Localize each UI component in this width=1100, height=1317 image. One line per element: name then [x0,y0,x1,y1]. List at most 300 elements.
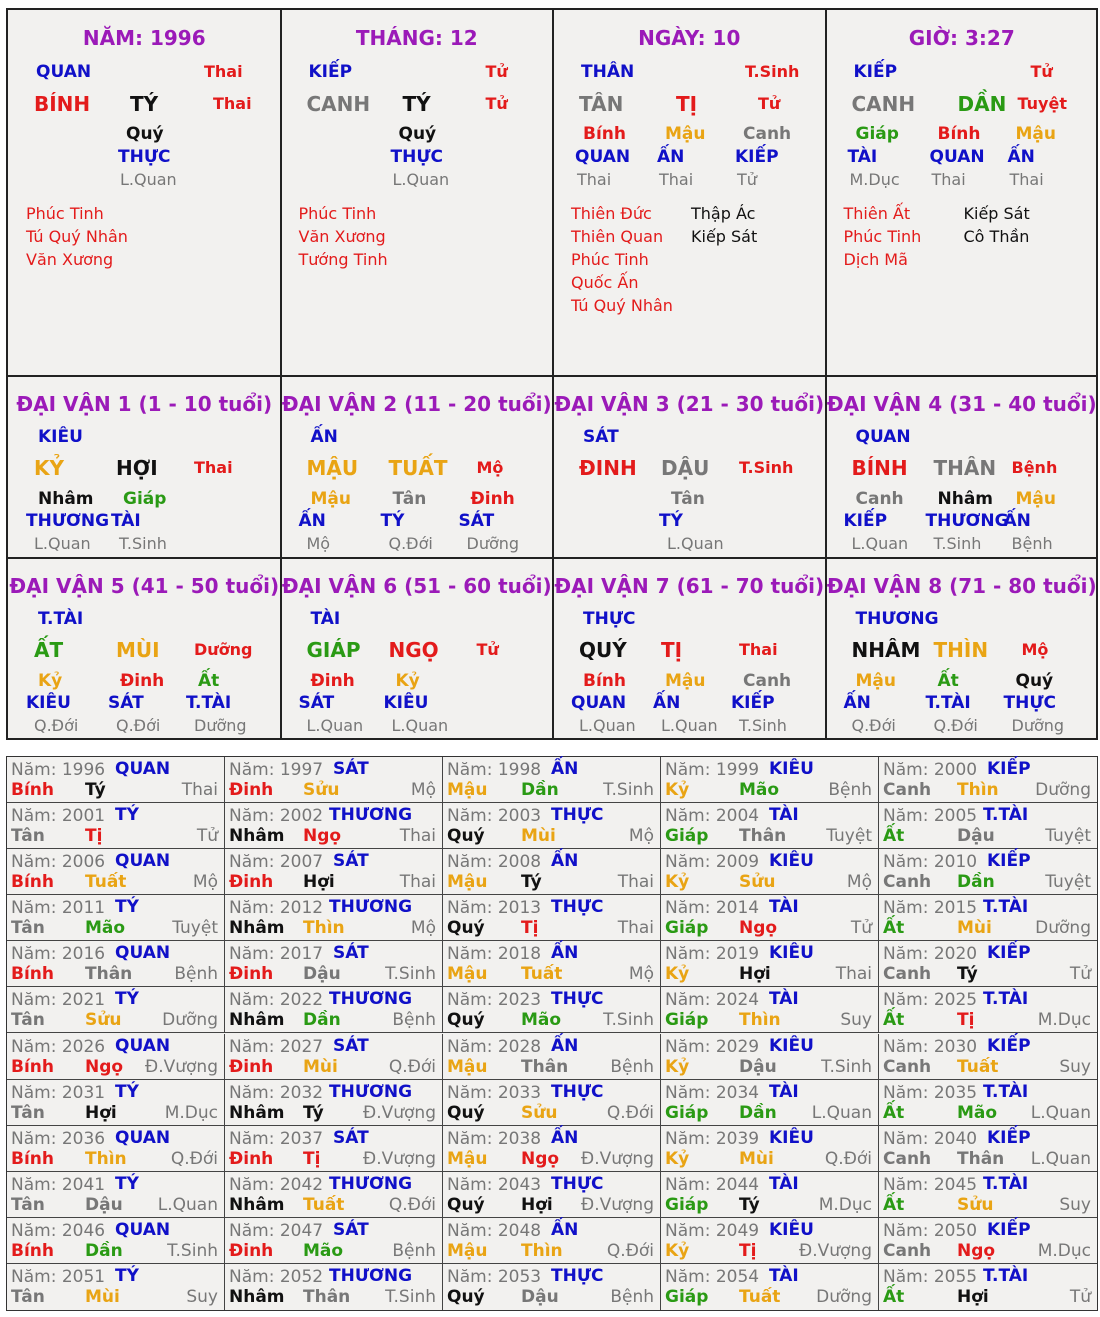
year-stem: Đinh [229,780,274,800]
year-cell [661,1264,879,1310]
stage-label: Thai [739,640,778,659]
year-stem: Tân [11,1194,45,1215]
hidden-ten-god: ẤN [1003,511,1031,531]
year-ten-god: T.TÀI [983,897,1029,918]
year-branch: Tị [303,1148,321,1169]
year-branch: Ngọ [303,826,342,847]
hidden-ten-god: KIÊU [26,693,71,713]
hidden-stem: Bính [583,124,626,144]
year-stage: Tử [196,826,218,847]
year-stem: Đinh [229,1148,274,1169]
hidden-stem: Kỷ [38,671,63,691]
year-ten-god: TÀI [769,1265,799,1286]
year-label: Năm: 2034 [665,1082,760,1103]
year-ten-god: THƯƠNG [329,989,413,1010]
stage-label: Thai [194,458,233,477]
dai-van-header: ĐẠI VẬN 7 (61 - 70 tuổi) [554,574,825,598]
year-branch: Tuất [303,1194,345,1215]
year-branch: Tý [739,1194,760,1215]
year-ten-god: T.TÀI [983,805,1029,826]
year-branch: Tý [85,780,106,800]
year-ten-god: TÀI [769,989,799,1010]
year-label: Năm: 2029 [665,1036,760,1057]
year-label: Năm: 2045 [883,1174,978,1195]
pillar-header: NĂM: 1996 [82,26,206,50]
year-stage: M.Dục [1037,1010,1091,1031]
stage-label: Tuyệt [1017,94,1067,113]
stage-label: Thai [213,94,252,113]
year-cell [225,1080,443,1126]
year-branch: Mão [521,1010,562,1031]
year-stem: Mậu [447,1148,488,1169]
year-stage: Đ.Vượng [145,1056,218,1077]
hidden-stem: Giáp [123,489,167,509]
year-cell [443,1264,661,1310]
year-label: Năm: 2007 [229,852,324,873]
hidden-stem: Mậu [665,671,706,691]
hidden-stem: Bính [583,671,626,691]
year-stage: Thai [181,780,218,800]
year-label: Năm: 2051 [11,1266,106,1287]
dai-van-header: ĐẠI VẬN 3 (21 - 30 tuổi) [554,392,825,416]
year-label: Năm: 2052 [229,1266,324,1287]
year-ten-god: ẤN [551,943,579,964]
year-ten-god: KIÊU [769,1035,814,1056]
hidden-ten-god: THƯƠNG [26,511,110,531]
year-label: Năm: 2017 [229,944,324,965]
year-stem: Đinh [229,1240,274,1261]
year-stem: Mậu [447,964,488,985]
heavenly-stem: BÍNH [34,92,91,116]
ten-god-label: KIẾP [308,62,353,82]
hidden-stem: Tân [392,489,427,509]
year-ten-god: T.TÀI [983,1173,1029,1194]
year-stage: Thai [617,872,654,893]
year-ten-god: SÁT [333,1219,369,1240]
year-branch: Tý [521,872,542,893]
hidden-stem: Tân [671,489,705,509]
star-item: Phúc Tinh [298,204,377,223]
dai-van-cell [553,558,826,740]
year-cell [225,803,443,849]
hidden-stem: Đinh [470,489,515,509]
year-stage: Tử [1069,964,1091,985]
year-ten-god: TÝ [115,897,139,918]
year-ten-god: KIÊU [769,943,814,964]
star-item: Quốc Ấn [571,273,639,292]
hidden-stage: L.Quan [661,716,718,735]
star-item: Phúc Tinh [843,227,922,246]
year-label: Năm: 2036 [11,1128,106,1149]
year-ten-god: THỰC [551,1081,604,1102]
ten-god-label: THỰC [583,609,636,629]
year-stem: Giáp [665,1286,709,1307]
hidden-stage: L.Quan [851,534,909,553]
year-ten-god: T.TÀI [983,1265,1029,1286]
stage-label: Tử [485,94,508,113]
hidden-stage: Dưỡng [194,716,247,735]
dai-van-cell [281,376,554,558]
year-cell [7,849,225,895]
year-stem: Ất [883,1102,905,1123]
year-branch: Dậu [303,964,341,985]
year-cell [225,941,443,987]
year-cell [7,803,225,849]
year-cell [225,849,443,895]
year-ten-god: QUAN [115,1127,171,1148]
year-branch: Mùi [739,1148,774,1169]
year-label: Năm: 2026 [11,1036,106,1057]
year-ten-god: KIẾP [987,759,1031,779]
year-stem: Mậu [447,780,488,800]
hidden-ten-god: TÝ [380,511,405,531]
year-stem: Ất [883,1194,905,1215]
ten-god-label: THƯƠNG [855,609,939,629]
year-stage: Suy [1059,1194,1091,1215]
heavenly-stem: ẤT [34,638,64,662]
year-stage: Dưỡng [162,1010,218,1031]
hidden-ten-god: THƯƠNG [925,511,1009,531]
year-label: Năm: 2009 [665,852,760,873]
pillar-cell [281,10,554,376]
year-ten-god: TÀI [769,1173,799,1194]
year-branch: Sửu [303,780,340,800]
year-label: Năm: 2018 [447,944,542,965]
year-stem: Tân [11,1286,45,1307]
year-label: Năm: 2025 [883,990,978,1011]
hidden-stage: T.Sinh [933,534,982,553]
year-stage: Suy [1059,1056,1091,1077]
year-branch: Tị [85,826,103,847]
dai-van-cell [826,376,1099,558]
year-stem: Canh [883,872,932,893]
star-item: Tướng Tinh [298,250,388,269]
year-stem: Bính [11,1240,54,1261]
year-stage: L.Quan [157,1194,218,1215]
year-stage: Q.Đới [824,1148,872,1169]
year-branch: Tuất [521,964,563,985]
dai-van-header: ĐẠI VẬN 8 (71 - 80 tuổi) [826,574,1097,598]
year-label: Năm: 2019 [665,944,760,965]
year-ten-god: THƯƠNG [329,805,413,826]
heavenly-stem: TÂN [579,92,624,116]
year-stem: Bính [11,872,54,893]
year-stage: Bệnh [392,1010,436,1031]
hidden-stage: Q.Đới [116,716,161,735]
year-label: Năm: 2024 [665,990,760,1011]
year-stem: Giáp [665,918,709,939]
hidden-stage: Dưỡng [466,534,520,553]
year-cell [661,1218,879,1264]
year-stage: Đ.Vượng [363,1102,436,1123]
year-ten-god: QUAN [115,943,171,964]
hidden-stage: L.Quan [391,716,449,735]
year-stem: Ất [883,826,905,847]
stage-label: Tử [758,94,781,113]
year-stem: Giáp [665,1102,709,1123]
hidden-stage: M.Dục [849,170,900,189]
year-ten-god: KIẾP [987,1035,1031,1056]
year-stem: Tân [11,918,45,939]
heavenly-stem: MẬU [306,456,359,480]
year-label: Năm: 2011 [11,898,106,919]
year-stage: Bệnh [174,964,218,985]
year-stem: Bính [11,964,54,985]
year-cell [661,987,879,1033]
year-branch: Ngọ [957,1240,996,1261]
pillar-cell [826,10,1099,376]
year-cell [443,803,661,849]
year-ten-god: T.TÀI [983,1081,1029,1102]
year-cell [661,849,879,895]
year-stem: Canh [883,1148,932,1169]
year-stem: Đinh [229,1056,274,1077]
year-ten-god: SÁT [333,759,369,779]
star-item: Văn Xương [298,227,386,246]
earthly-branch: TÝ [130,92,159,116]
year-stage: Thai [399,826,436,847]
year-branch: Sửu [521,1102,558,1123]
hidden-stem: Quý [126,124,164,144]
hidden-stem: Nhâm [38,489,94,509]
year-stem: Giáp [665,1194,709,1215]
hidden-stage: Thai [1009,170,1044,189]
year-branch: Ngọ [521,1148,560,1169]
ten-god-label: KIẾP [853,62,898,82]
year-ten-god: KIẾP [987,851,1031,872]
year-branch: Thìn [957,780,999,800]
year-branch: Tị [521,918,539,939]
hidden-stem: Bính [937,124,981,144]
hidden-stage: Mộ [306,534,331,553]
earthly-branch: DẬU [661,456,710,480]
stage-label: Tử [476,640,499,659]
year-cell [225,1172,443,1218]
year-cell [7,1126,225,1172]
hidden-stem: Mậu [1015,489,1056,509]
hidden-stem: Kỷ [395,671,420,691]
year-ten-god: THỰC [551,897,604,918]
earthly-branch: TÝ [402,92,431,116]
year-stem: Canh [883,1056,932,1077]
year-label: Năm: 2049 [665,1220,760,1241]
hidden-stem: Nhâm [937,489,994,509]
year-cell [443,1080,661,1126]
year-cell [225,1126,443,1172]
hidden-ten-god: KIẾP [735,147,779,167]
year-stem: Canh [883,964,932,985]
year-stem: Bính [11,780,54,800]
hidden-stem: Đinh [310,671,355,691]
year-branch: Mão [303,1240,344,1261]
year-ten-god: QUAN [115,1035,171,1056]
year-stem: Tân [11,1102,45,1123]
year-cell [7,1264,225,1310]
hidden-stage: Tử [737,170,757,189]
year-ten-god: QUAN [115,759,171,779]
stage-label: Dưỡng [194,640,253,659]
hidden-ten-god: KIẾP [731,693,775,713]
year-branch: Thìn [739,1010,781,1031]
hidden-ten-god: THỰC [118,147,171,167]
year-stem: Nhâm [229,826,285,847]
star-item: Văn Xương [26,250,114,269]
hidden-ten-god: ẤN [657,147,685,167]
year-cell [661,757,879,803]
year-label: Năm: 2053 [447,1266,542,1287]
year-branch: Mão [739,780,780,800]
hidden-stem: Canh [743,124,792,144]
year-branch: Mùi [85,1286,120,1307]
year-ten-god: KIÊU [769,851,814,872]
year-stem: Nhâm [229,1010,285,1031]
dai-van-cell [8,376,281,558]
year-ten-god: ẤN [551,1035,579,1056]
earthly-branch: TUẤT [388,456,448,480]
pillar-header: NGÀY: 10 [638,26,741,50]
star-item: Thập Ác [691,204,756,223]
hidden-stage: Thai [659,170,694,189]
year-cell [443,1034,661,1080]
year-cell [443,1172,661,1218]
year-cell [661,1172,879,1218]
stage-label: Mộ [1021,640,1049,659]
year-branch: Thân [85,964,133,985]
year-cell [7,987,225,1033]
pillar-cell [553,10,826,376]
earthly-branch: NGỌ [388,638,439,662]
year-ten-god: T.TÀI [983,989,1029,1010]
stage-label: Mộ [476,458,504,477]
hidden-stem: Quý [1015,671,1054,691]
year-stem: Kỷ [665,1148,690,1169]
year-stem: Quý [447,826,485,847]
hidden-stem: Mậu [1015,124,1056,144]
year-cell [443,895,661,941]
year-label: Năm: 2035 [883,1082,978,1103]
year-stem: Nhâm [229,1286,285,1307]
year-ten-god: THỰC [551,1265,604,1286]
earthly-branch: DẦN [957,92,1007,116]
hidden-ten-god: KIẾP [843,511,888,531]
year-branch: Dậu [739,1056,777,1077]
year-stage: M.Dục [164,1102,218,1123]
year-branch: Mão [85,918,126,939]
hidden-ten-god: THỰC [390,147,444,167]
year-stem: Đinh [229,964,274,985]
hidden-ten-god: QUAN [571,693,627,713]
year-ten-god: KIẾP [987,1219,1031,1240]
year-label: Năm: 2002 [229,806,324,827]
hidden-stage: Q.Đới [388,534,433,553]
year-cell [879,1218,1097,1264]
dai-van-header: ĐẠI VẬN 5 (41 - 50 tuổi) [9,574,280,598]
year-stage: Mộ [410,780,436,800]
year-ten-god: TÝ [115,805,139,826]
year-stage: Q.Đới [606,1240,654,1261]
year-cell [7,1172,225,1218]
dai-van-cell [553,376,826,558]
heavenly-stem: CANH [306,92,371,116]
year-branch: Thân [521,1056,569,1077]
year-branch: Ngọ [85,1056,124,1077]
year-stage: T.Sinh [167,1240,218,1261]
year-branch: Mùi [957,918,992,939]
star-item: Kiếp Sát [691,227,758,246]
year-stem: Mậu [447,1240,488,1261]
year-label: Năm: 2044 [665,1174,760,1195]
earthly-branch: MÙI [116,638,160,662]
year-branch: Tý [957,964,978,985]
year-cell [879,757,1097,803]
year-branch: Ngọ [739,918,778,939]
year-stage: Tuyệt [1045,872,1091,893]
year-ten-god: TÝ [115,989,139,1010]
year-stem: Kỷ [665,1240,690,1261]
year-branch: Mão [957,1102,998,1123]
dai-van-header: ĐẠI VẬN 6 (51 - 60 tuổi) [281,574,552,598]
year-stem: Nhâm [229,1194,285,1215]
year-stage: T.Sinh [603,1010,654,1031]
year-stage: Dưỡng [1035,780,1091,800]
year-ten-god: THƯƠNG [329,1173,413,1194]
year-stage: Bệnh [610,1056,654,1077]
year-stage: Đ.Vượng [363,1148,436,1169]
year-cell [879,1034,1097,1080]
year-label: Năm: 2003 [447,806,542,827]
year-stem: Tân [11,1010,45,1031]
year-cell [443,849,661,895]
hidden-stage: L.Quan [34,534,91,553]
year-ten-god: QUAN [115,1219,171,1240]
year-cell [879,849,1097,895]
year-cell [443,1126,661,1172]
stage-label: Thai [204,62,243,81]
year-stem: Giáp [665,826,709,847]
year-label: Năm: 2041 [11,1174,106,1195]
year-stage: Mộ [192,872,218,893]
hidden-ten-god: SÁT [298,693,335,713]
year-ten-god: THỰC [551,989,604,1010]
hidden-ten-god: THỰC [1003,693,1057,713]
year-label: Năm: 2001 [11,806,106,827]
year-stage: Thai [835,964,872,985]
stage-label: Tử [485,62,508,81]
year-ten-god: KIÊU [769,1219,814,1240]
dai-van-header: ĐẠI VẬN 1 (1 - 10 tuổi) [16,392,273,416]
year-stage: Đ.Vượng [581,1194,654,1215]
year-branch: Mùi [303,1056,338,1077]
ten-god-label: KIÊU [38,427,83,447]
heavenly-stem: QUÝ [579,638,627,662]
year-cell [661,1034,879,1080]
year-label: Năm: 2005 [883,806,978,827]
year-cell [7,1218,225,1264]
year-cell [7,757,225,803]
year-ten-god: ẤN [551,851,579,872]
year-ten-god: THƯƠNG [329,1081,413,1102]
stage-label: T.Sinh [745,62,800,81]
year-label: Năm: 1998 [447,760,542,780]
year-cell [225,1034,443,1080]
year-ten-god: THƯƠNG [329,1265,413,1286]
year-label: Năm: 2027 [229,1036,324,1057]
year-ten-god: ẤN [551,1219,579,1240]
year-ten-god: KIẾP [987,1127,1031,1148]
year-stem: Đinh [229,872,274,893]
year-branch: Tuất [957,1056,999,1077]
stage-label: T.Sinh [739,458,794,477]
